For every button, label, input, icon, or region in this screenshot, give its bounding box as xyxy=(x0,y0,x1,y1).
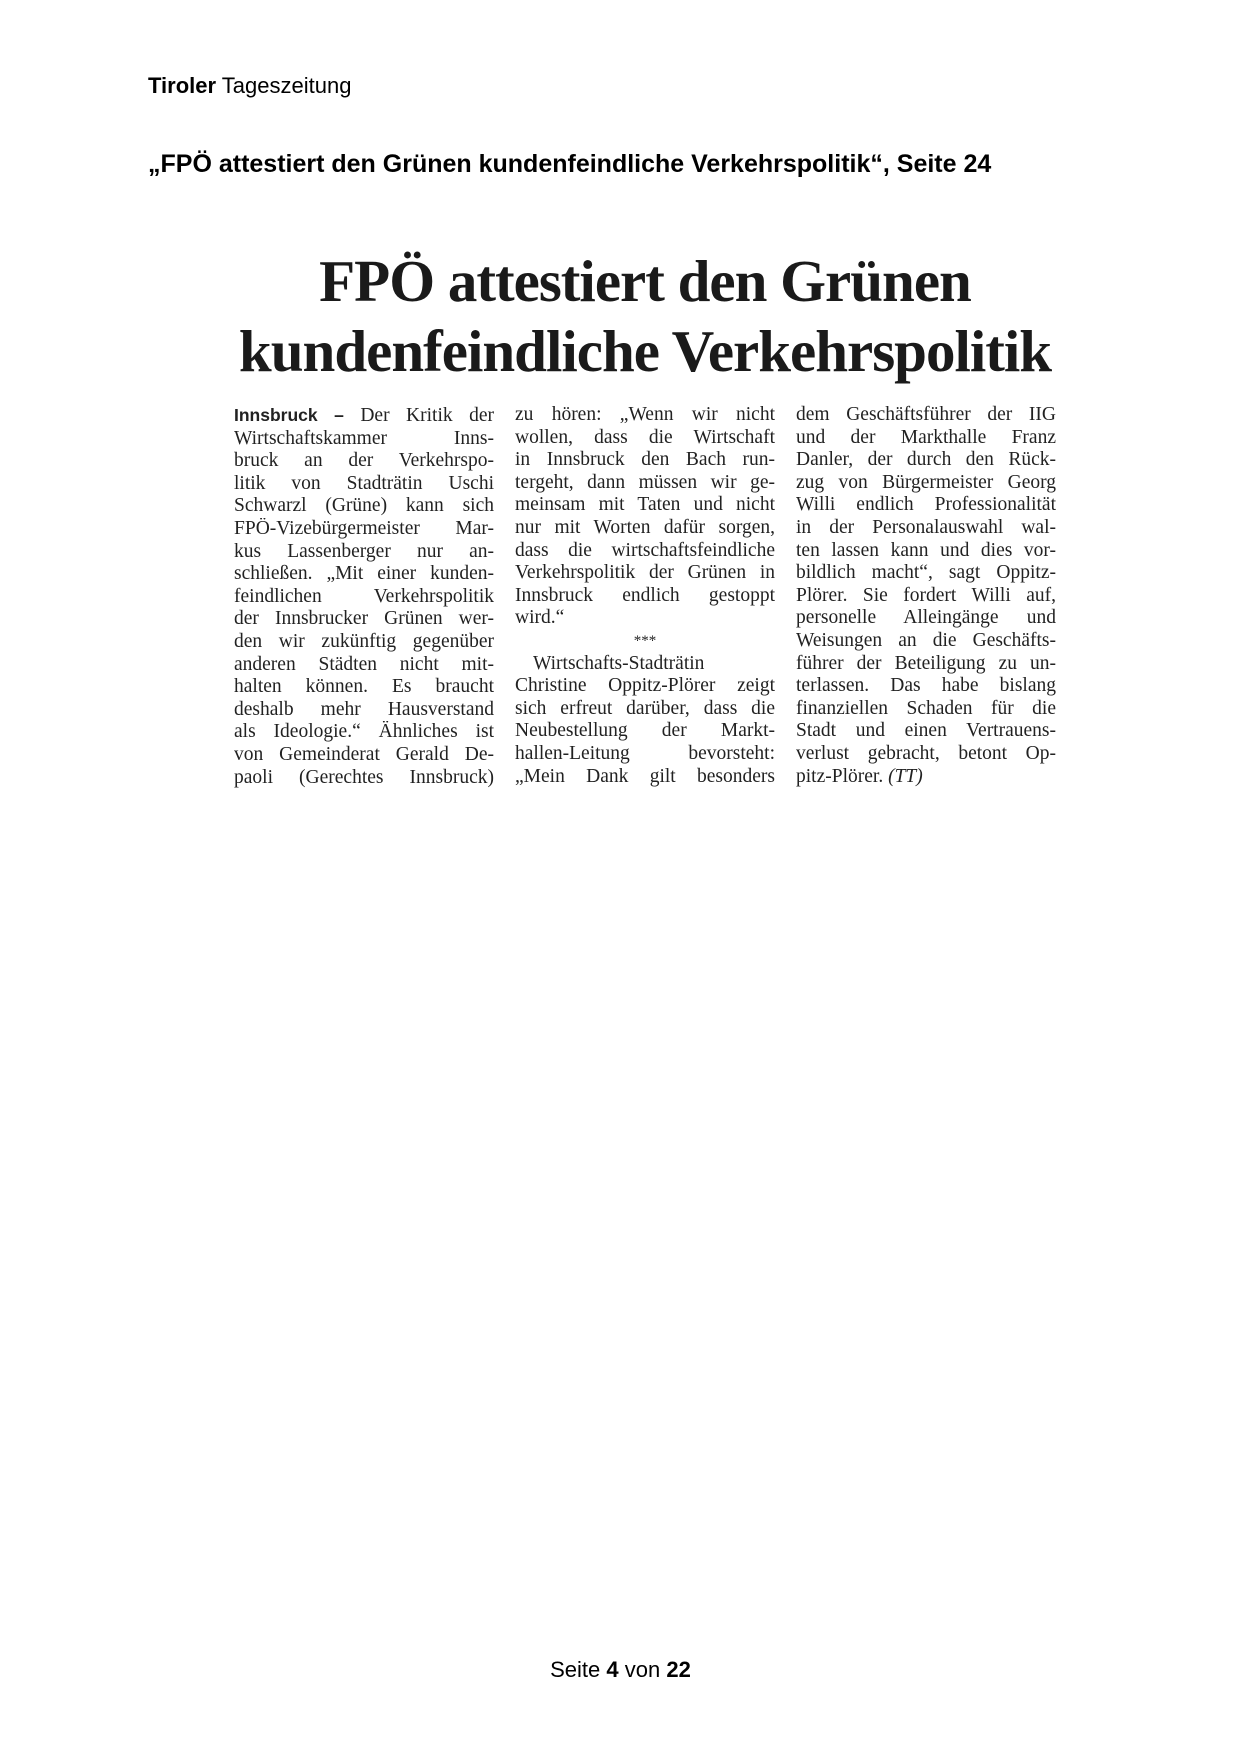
article-headline xyxy=(234,246,1056,386)
text-line: Stadt und einen Vertrauens- xyxy=(796,720,1056,742)
masthead-name-bold: Tiroler xyxy=(148,73,217,98)
text-line: Willi endlich Professionalität xyxy=(796,494,1056,516)
text-line: als Ideologie.“ Ähnliches ist xyxy=(234,721,494,743)
text-line: Neubestellung der Markt- xyxy=(515,720,775,742)
headline-line: FPÖ attestiert den Grünen xyxy=(319,248,971,314)
footer-prefix: Seite xyxy=(550,1657,601,1682)
masthead-name-regular: Tageszeitung xyxy=(221,73,352,98)
text-line: Schwarzl (Grüne) kann sich xyxy=(234,495,494,517)
text-line: Christine Oppitz-Plörer zeigt xyxy=(515,675,775,697)
text-line: zug von Bürgermeister Georg xyxy=(796,471,1056,493)
article-columns xyxy=(234,404,1056,789)
text-line: litik von Stadträtin Uschi xyxy=(234,472,494,494)
dateline: Innsbruck – xyxy=(234,405,344,425)
current-page-number: 4 xyxy=(606,1657,619,1682)
text-line: anderen Städten nicht mit- xyxy=(234,653,494,675)
article-column-3 xyxy=(796,404,1056,789)
text-line: „Mein Dank gilt besonders xyxy=(515,765,775,787)
text-line: Verkehrspolitik der Grünen in xyxy=(515,562,775,584)
text-line: meinsam mit Taten und nicht xyxy=(515,494,775,516)
masthead xyxy=(148,72,351,100)
text-line: in der Personalauswahl wal- xyxy=(796,516,1056,538)
text-line: Innsbruck endlich gestoppt xyxy=(515,584,775,606)
section-separator: *** xyxy=(633,632,657,649)
text-fragment: Der Kritik der xyxy=(360,405,494,426)
text-line: bruck an der Verkehrspo- xyxy=(234,450,494,472)
text-line: dass die wirtschaftsfeindliche xyxy=(515,539,775,561)
article-column-1 xyxy=(234,404,494,789)
text-line: personelle Alleingänge und xyxy=(796,607,1056,629)
text-line: und der Markthalle Franz xyxy=(796,426,1056,448)
text-line: FPÖ-Vizebürgermeister Mar- xyxy=(234,517,494,539)
text-line: sich erfreut darüber, dass die xyxy=(515,697,775,719)
text-line: deshalb mehr Hausverstand xyxy=(234,698,494,720)
text-line: kus Lassenberger nur an- xyxy=(234,540,494,562)
text-line xyxy=(796,766,1056,789)
text-line: den wir zukünftig gegenüber xyxy=(234,630,494,652)
text-line: finanziellen Schaden für die xyxy=(796,697,1056,719)
text-line: Danler, der durch den Rück- xyxy=(796,449,1056,471)
text-line: dem Geschäftsführer der IIG xyxy=(796,404,1056,425)
text-line: wird.“ xyxy=(515,607,565,629)
text-line: führer der Beteiligung zu un- xyxy=(796,652,1056,674)
page-footer xyxy=(0,1656,1241,1684)
text-fragment: pitz-Plörer. xyxy=(796,765,884,787)
text-line: Wirtschafts-Stadträtin xyxy=(533,652,705,674)
article-column-2 xyxy=(515,404,775,789)
text-line: zu hören: „Wenn wir nicht xyxy=(515,404,775,425)
text-line: bildlich macht“, sagt Oppitz- xyxy=(796,562,1056,584)
text-line: Wirtschaftskammer Inns- xyxy=(234,427,494,449)
footer-middle: von xyxy=(624,1657,661,1682)
text-line: Weisungen an die Geschäfts- xyxy=(796,629,1056,651)
text-line: tergeht, dann müssen wir ge- xyxy=(515,471,775,493)
text-line: in Innsbruck den Bach run- xyxy=(515,449,775,471)
text-line: von Gemeinderat Gerald De- xyxy=(234,743,494,765)
text-line: hallen-Leitung bevorsteht: xyxy=(515,742,775,764)
text-line: nur mit Worten dafür sorgen, xyxy=(515,516,775,538)
total-page-count: 22 xyxy=(666,1657,691,1682)
text-line: der Innsbrucker Grünen wer- xyxy=(234,608,494,630)
article-clipping xyxy=(234,246,1056,789)
text-line: ten lassen kann und dies vor- xyxy=(796,539,1056,561)
clip-heading: „FPÖ attestiert den Grünen kundenfeindliche Verkehrspolitik“, Seite 24 xyxy=(148,150,992,178)
text-line: Plörer. Sie fordert Willi auf, xyxy=(796,584,1056,606)
text-line xyxy=(234,404,494,428)
text-line: schließen. „Mit einer kunden- xyxy=(234,563,494,585)
text-line: verlust gebracht, betont Op- xyxy=(796,742,1056,764)
text-line: paoli (Gerechtes Innsbruck) xyxy=(234,766,494,788)
text-line: terlassen. Das habe bislang xyxy=(796,675,1056,697)
text-line: wollen, dass die Wirtschaft xyxy=(515,426,775,448)
headline-line: kundenfeindliche Verkehrspolitik xyxy=(238,318,1052,384)
text-line: feindlichen Verkehrspolitik xyxy=(234,585,494,607)
author-signature: (TT) xyxy=(888,765,923,787)
text-line: halten können. Es braucht xyxy=(234,676,494,698)
